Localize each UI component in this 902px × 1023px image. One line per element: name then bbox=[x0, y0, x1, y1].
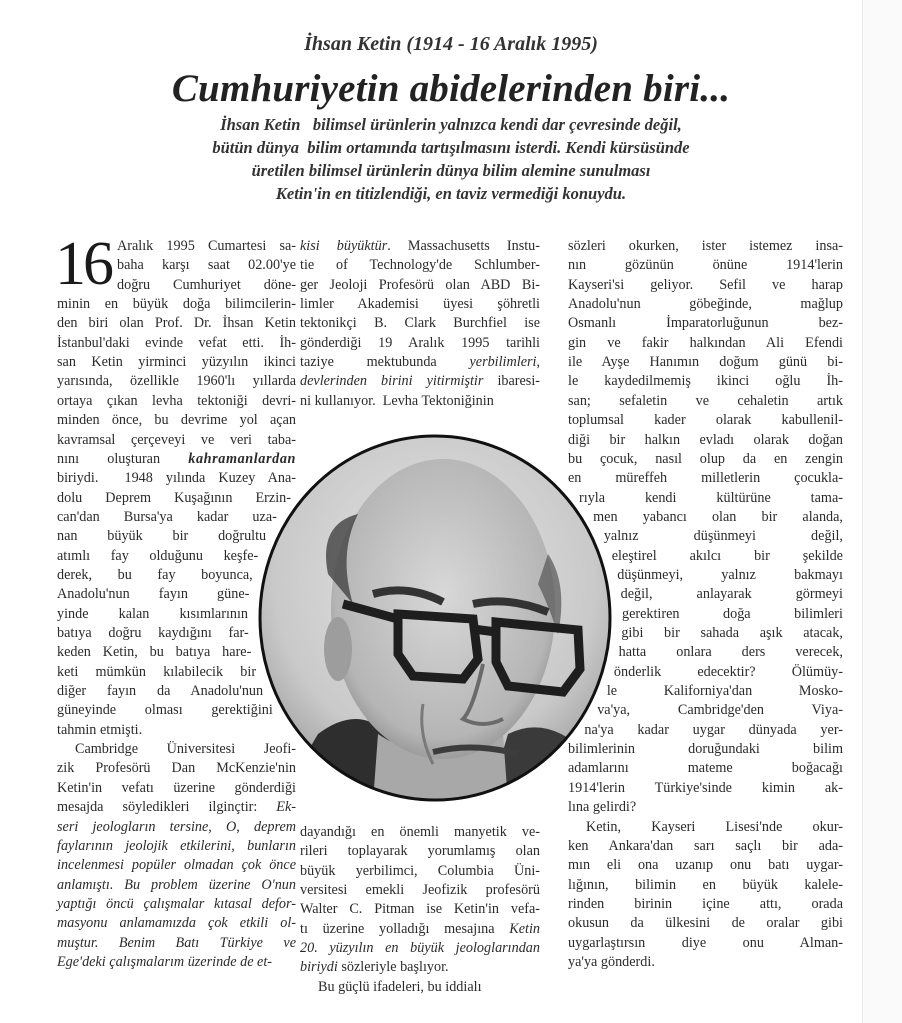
text-line bbox=[57, 701, 273, 720]
text-line bbox=[57, 624, 249, 643]
text-line bbox=[57, 372, 296, 391]
text-line bbox=[117, 276, 296, 295]
text-span: Ketin, Kayseri Lisesi'nde okur- bbox=[586, 818, 843, 835]
text-line bbox=[568, 411, 843, 430]
text-line bbox=[300, 334, 540, 353]
text-span: Walter C. Pitman ise Ketin'in vefa- bbox=[300, 901, 540, 918]
text-span: keti mümkün kılabilecik bir bbox=[57, 663, 257, 680]
text-span: biriydi. 1948 yılında Kuzey Ana- bbox=[57, 470, 296, 487]
italic-span: kisi büyüktür bbox=[300, 238, 388, 254]
text-line bbox=[57, 876, 296, 895]
text-span: nın gözünün önüne 1914'lerin bbox=[568, 257, 843, 274]
text-line bbox=[568, 392, 843, 411]
text-span: den biri olan Prof. Dr. İhsan Ketin bbox=[57, 315, 296, 332]
italic-span: seri jeologların tersine, O, deprem bbox=[57, 818, 296, 835]
text-span: nan büyük bir doğrultu bbox=[57, 528, 267, 545]
italic-span: yaptığı öncü çalışmalar kıtasal defor- bbox=[57, 895, 296, 912]
text-span: nını oluşturan bbox=[57, 450, 189, 467]
text-span: na'ya kadar uygar dünyada yer- bbox=[584, 721, 843, 738]
text-span: en müreffeh milletlerin çocukla- bbox=[568, 470, 843, 487]
text-line bbox=[568, 895, 843, 914]
text-span: Anadolu'nun fayın güne- bbox=[57, 586, 250, 603]
text-span: ortaya çıkan levha tektoniği devri- bbox=[57, 392, 296, 409]
text-span: versitesi emekli Jeofizik profesörü bbox=[300, 882, 540, 899]
text-line bbox=[300, 881, 540, 900]
text-span: derek, bu fay boyunca, bbox=[57, 566, 253, 583]
text-span: İstanbul'daki evinde vefat etti. İh- bbox=[57, 334, 296, 351]
italic-span: Ek- bbox=[276, 799, 296, 816]
text-span: Ketin'in vefatı üzerine gönderdiği bbox=[57, 779, 296, 796]
text-span: ken Ankara'dan sarı saçlı bir ada- bbox=[568, 837, 843, 854]
text-span: yinde kalan kısımlarının bbox=[57, 605, 249, 622]
text-span: yarısında, özellikle 1960'lı yıllarda bbox=[57, 373, 296, 390]
text-line bbox=[57, 527, 266, 546]
italic-span: Ege'deki çalışmalarım üzerinde de et- bbox=[57, 953, 273, 970]
text-span: diğer fayın da Anadolu'nun bbox=[57, 683, 264, 700]
text-span: taziye mektubunda bbox=[300, 354, 470, 371]
text-span: yalnız düşünmeyi değil, bbox=[603, 528, 843, 545]
text-line bbox=[300, 939, 540, 958]
intro-line: bütün dünya bilim ortamında tartışılmasını isterdi. Kendi kürsüsünde bbox=[212, 138, 690, 157]
text-span: limler Akademisi üyesi şöhretli bbox=[300, 296, 540, 313]
text-span: tie of Technology'de Schlumber- bbox=[300, 257, 540, 274]
emphasis-span: kahramanlardan bbox=[188, 450, 296, 467]
text-span: san; sefaletin ve cehaletin artık bbox=[568, 392, 843, 409]
text-span: batıya doğru kaydığını far- bbox=[57, 625, 249, 641]
text-span: tı üzerine yolladığı mesajına bbox=[300, 920, 510, 937]
text-span: men yabancı olan bir alanda, bbox=[593, 508, 843, 525]
text-span: eleştirel akılcı bir şekilde bbox=[611, 547, 843, 564]
text-line bbox=[568, 876, 843, 895]
text-span: Aralık 1995 Cumartesi sa- bbox=[117, 238, 296, 254]
text-line bbox=[57, 334, 296, 353]
text-line bbox=[57, 914, 296, 933]
text-line bbox=[568, 953, 843, 972]
text-line bbox=[57, 663, 256, 682]
text-span: uygarlaştırsın diye onu Alman- bbox=[568, 934, 843, 951]
text-span: ger Jeoloji Profesörü olan ABD Bi- bbox=[300, 276, 540, 293]
italic-span: faylarının jeolojik etkilerini, bunların bbox=[57, 837, 296, 854]
text-span: Anadolu'nun göbeğinde, mağlup bbox=[568, 296, 843, 313]
text-line bbox=[568, 934, 843, 953]
text-line bbox=[300, 276, 540, 295]
text-span: lığının, bilimin en büyük kalele- bbox=[568, 876, 843, 893]
italic-span: biriydi bbox=[300, 959, 338, 976]
text-line bbox=[57, 818, 296, 837]
text-line bbox=[57, 585, 249, 604]
text-span: baha karşı saat 02.00'ye bbox=[117, 257, 296, 274]
text-line bbox=[57, 547, 258, 566]
text-span: atımlı fay olduğunu keşfe- bbox=[57, 547, 259, 564]
text-span: bu çocuk, nasıl olup da en zengin bbox=[568, 450, 843, 467]
text-line bbox=[568, 353, 843, 372]
text-span: değil, anlayarak görmeyi bbox=[620, 586, 843, 603]
text-line bbox=[621, 585, 843, 604]
text-line bbox=[614, 663, 843, 682]
text-line bbox=[622, 605, 843, 624]
text-line bbox=[57, 721, 286, 740]
intro-line: İhsan Ketin bilimsel ürünlerin yalnızca kendi dar çevresinde değil, bbox=[220, 115, 682, 134]
text-line bbox=[300, 256, 540, 275]
text-line bbox=[300, 372, 540, 391]
text-line bbox=[586, 818, 843, 837]
text-span: 1914'lerin Türkiye'sinde kimin ak- bbox=[568, 779, 843, 796]
text-span: ile Ayşe Hanımın doğum günü bi- bbox=[568, 354, 843, 371]
text-span: Bu güçlü ifadeleri, bu iddialı bbox=[318, 978, 482, 995]
text-line bbox=[57, 682, 263, 701]
text-span: okusun da ülkesini de oralar gibi bbox=[568, 915, 843, 932]
text-line bbox=[57, 353, 296, 372]
text-span: tahmin etmişti. bbox=[57, 721, 143, 738]
italic-span: incelenmesi popüler olmadan çok önce bbox=[57, 857, 296, 874]
text-line bbox=[57, 411, 296, 430]
text-span: bilimlerinin doruğundaki bilim bbox=[568, 741, 843, 758]
text-line bbox=[300, 842, 540, 861]
text-line bbox=[57, 314, 296, 333]
text-span: gibi bir sahada aşık atacak, bbox=[621, 625, 843, 641]
text-line bbox=[57, 508, 277, 527]
text-line bbox=[568, 295, 843, 314]
text-line bbox=[568, 837, 843, 856]
text-line bbox=[568, 314, 843, 333]
text-span: hatta onlara ders verecek, bbox=[618, 644, 843, 661]
text-line bbox=[57, 856, 296, 875]
text-span: rinden birinin içine attı, orada bbox=[568, 895, 843, 912]
text-span: doğru Cumhuriyet döne- bbox=[117, 276, 296, 293]
text-span: mesajda söyledikleri ilginçtir: bbox=[57, 799, 277, 816]
text-line bbox=[318, 978, 540, 997]
text-line bbox=[117, 256, 296, 275]
text-line bbox=[57, 953, 296, 972]
text-line bbox=[568, 256, 843, 275]
text-span: rıyla kendi kültürüne tama- bbox=[579, 489, 843, 506]
portrait-photo bbox=[258, 434, 612, 802]
text-line bbox=[597, 701, 843, 720]
text-line bbox=[568, 334, 843, 353]
text-line bbox=[300, 958, 540, 977]
text-line bbox=[57, 605, 248, 624]
text-span: diği bir halkın evladı olarak doğan bbox=[568, 431, 843, 448]
text-span: Osmanlı İmparatorluğunun bez- bbox=[568, 315, 843, 332]
text-line bbox=[57, 837, 296, 856]
text-line bbox=[568, 276, 843, 295]
intro-line: üretilen bilimsel ürünlerin dünya bilim alemine sunulması bbox=[251, 161, 651, 180]
article-subtitle: İhsan Ketin (1914 - 16 Aralık 1995) bbox=[304, 33, 598, 55]
text-span: sözleri okurken, ister istemez insa- bbox=[568, 238, 843, 254]
text-line bbox=[584, 721, 843, 740]
italic-span: anlamıştı. Bu problem üzerine O'nun bbox=[57, 876, 296, 893]
text-span: rileri toplayarak yorumlamış olan bbox=[300, 843, 540, 860]
text-line bbox=[300, 862, 540, 881]
text-line bbox=[568, 856, 843, 875]
text-span: büyük yerbilimci, Columbia Üni- bbox=[300, 862, 540, 879]
text-span: ni kullanıyor. Levha Tektoniğinin bbox=[300, 392, 494, 409]
text-line bbox=[612, 547, 843, 566]
text-line bbox=[607, 682, 843, 701]
text-line bbox=[617, 566, 843, 585]
text-line bbox=[593, 508, 843, 527]
text-line bbox=[57, 392, 296, 411]
text-line bbox=[300, 314, 540, 333]
text-span: . Massachusetts Instu- bbox=[387, 238, 540, 254]
text-line bbox=[619, 643, 843, 662]
text-span: ya'ya gönderdi. bbox=[568, 953, 655, 970]
text-span: Cambridge Üniversitesi Jeofi- bbox=[75, 741, 296, 758]
text-span: düşünmeyi, yalnız bakmayı bbox=[617, 566, 843, 583]
text-span: san Ketin yirminci yüzyılın ikinci bbox=[57, 354, 296, 371]
text-span: dolu Deprem Kuşağının Erzin- bbox=[57, 489, 291, 506]
text-line bbox=[300, 237, 540, 256]
text-span: önderlik edecektir? Ölümüy- bbox=[613, 663, 843, 680]
text-line bbox=[579, 489, 843, 508]
text-line bbox=[568, 372, 843, 391]
text-line bbox=[300, 900, 540, 919]
text-line bbox=[300, 295, 540, 314]
text-span: kavramsal çerçeveyi ve veri taba- bbox=[57, 431, 296, 448]
text-line bbox=[57, 566, 253, 585]
text-line bbox=[604, 527, 843, 546]
text-span: lına gelirdi? bbox=[568, 799, 637, 816]
text-span: minin en büyük doğa bilimcilerin- bbox=[57, 296, 296, 313]
text-span: mın eli ona uzanıp onu batı uygar- bbox=[568, 857, 843, 874]
text-span: gin ve fakir halkından Ali Efendi bbox=[568, 334, 843, 351]
photo-ear bbox=[324, 617, 352, 681]
italic-span: 20. yüzyılın en büyük jeologlarından bbox=[300, 940, 540, 957]
text-line bbox=[300, 353, 540, 372]
text-span: sözleriyle başlıyor. bbox=[337, 959, 449, 976]
text-line bbox=[57, 643, 251, 662]
text-span: dayandığı en önemli manyetik ve- bbox=[300, 824, 540, 840]
text-line bbox=[300, 920, 540, 939]
text-line bbox=[57, 295, 296, 314]
text-line bbox=[117, 237, 296, 256]
text-span: tektonikçi B. Clark Burchfiel ise bbox=[300, 315, 540, 332]
text-line bbox=[300, 392, 540, 411]
text-span: can'dan Bursa'ya kadar uza- bbox=[57, 508, 277, 525]
text-span: ibaresi- bbox=[483, 373, 540, 390]
italic-span: yerbilimleri, bbox=[469, 354, 540, 371]
text-span: gerektiren doğa bilimleri bbox=[621, 605, 843, 622]
text-span: güneyinde olması gerektiğini bbox=[57, 702, 273, 719]
italic-span: masyonu anlamamızda çok etkili ol- bbox=[57, 915, 296, 932]
text-span: minden önce, bu devrime yol açan bbox=[57, 412, 296, 429]
text-line bbox=[568, 237, 843, 256]
text-span: le Kaliforniya'dan Mosko- bbox=[606, 683, 843, 700]
text-span: gönderdiği 19 Aralık 1995 tarihli bbox=[300, 334, 540, 351]
text-line bbox=[57, 895, 296, 914]
article-intro bbox=[0, 113, 902, 205]
italic-span: devlerinden birini yitirmiştir bbox=[300, 373, 484, 390]
drop-cap: 16 bbox=[55, 230, 111, 298]
text-span: toplumsal kader olarak kabullenil- bbox=[568, 412, 843, 429]
intro-line: Ketin'in en titizlendiği, en taviz vermediği konuydu. bbox=[275, 184, 627, 203]
italic-span: muştur. Benim Batı Türkiye ve bbox=[57, 934, 296, 951]
text-span: keden Ketin, bu batıya hare- bbox=[57, 644, 252, 661]
italic-span: Ketin bbox=[509, 920, 540, 937]
article-title: Cumhuriyetin abidelerinden biri... bbox=[171, 67, 731, 110]
text-line bbox=[300, 823, 540, 842]
text-span: adamlarını mateme boğacağı bbox=[568, 760, 843, 777]
text-line bbox=[621, 624, 843, 643]
text-line bbox=[568, 914, 843, 933]
text-line bbox=[57, 489, 291, 508]
text-span: va'ya, Cambridge'den Viya- bbox=[597, 702, 843, 719]
text-span: le kaydedilmemiş ikinci oğlu İh- bbox=[568, 373, 843, 390]
text-line bbox=[57, 934, 296, 953]
text-span: Kayseri'si geliyor. Sefil ve harap bbox=[568, 276, 843, 293]
text-span: zik Profesörü Dan McKenzie'nin bbox=[57, 760, 296, 777]
